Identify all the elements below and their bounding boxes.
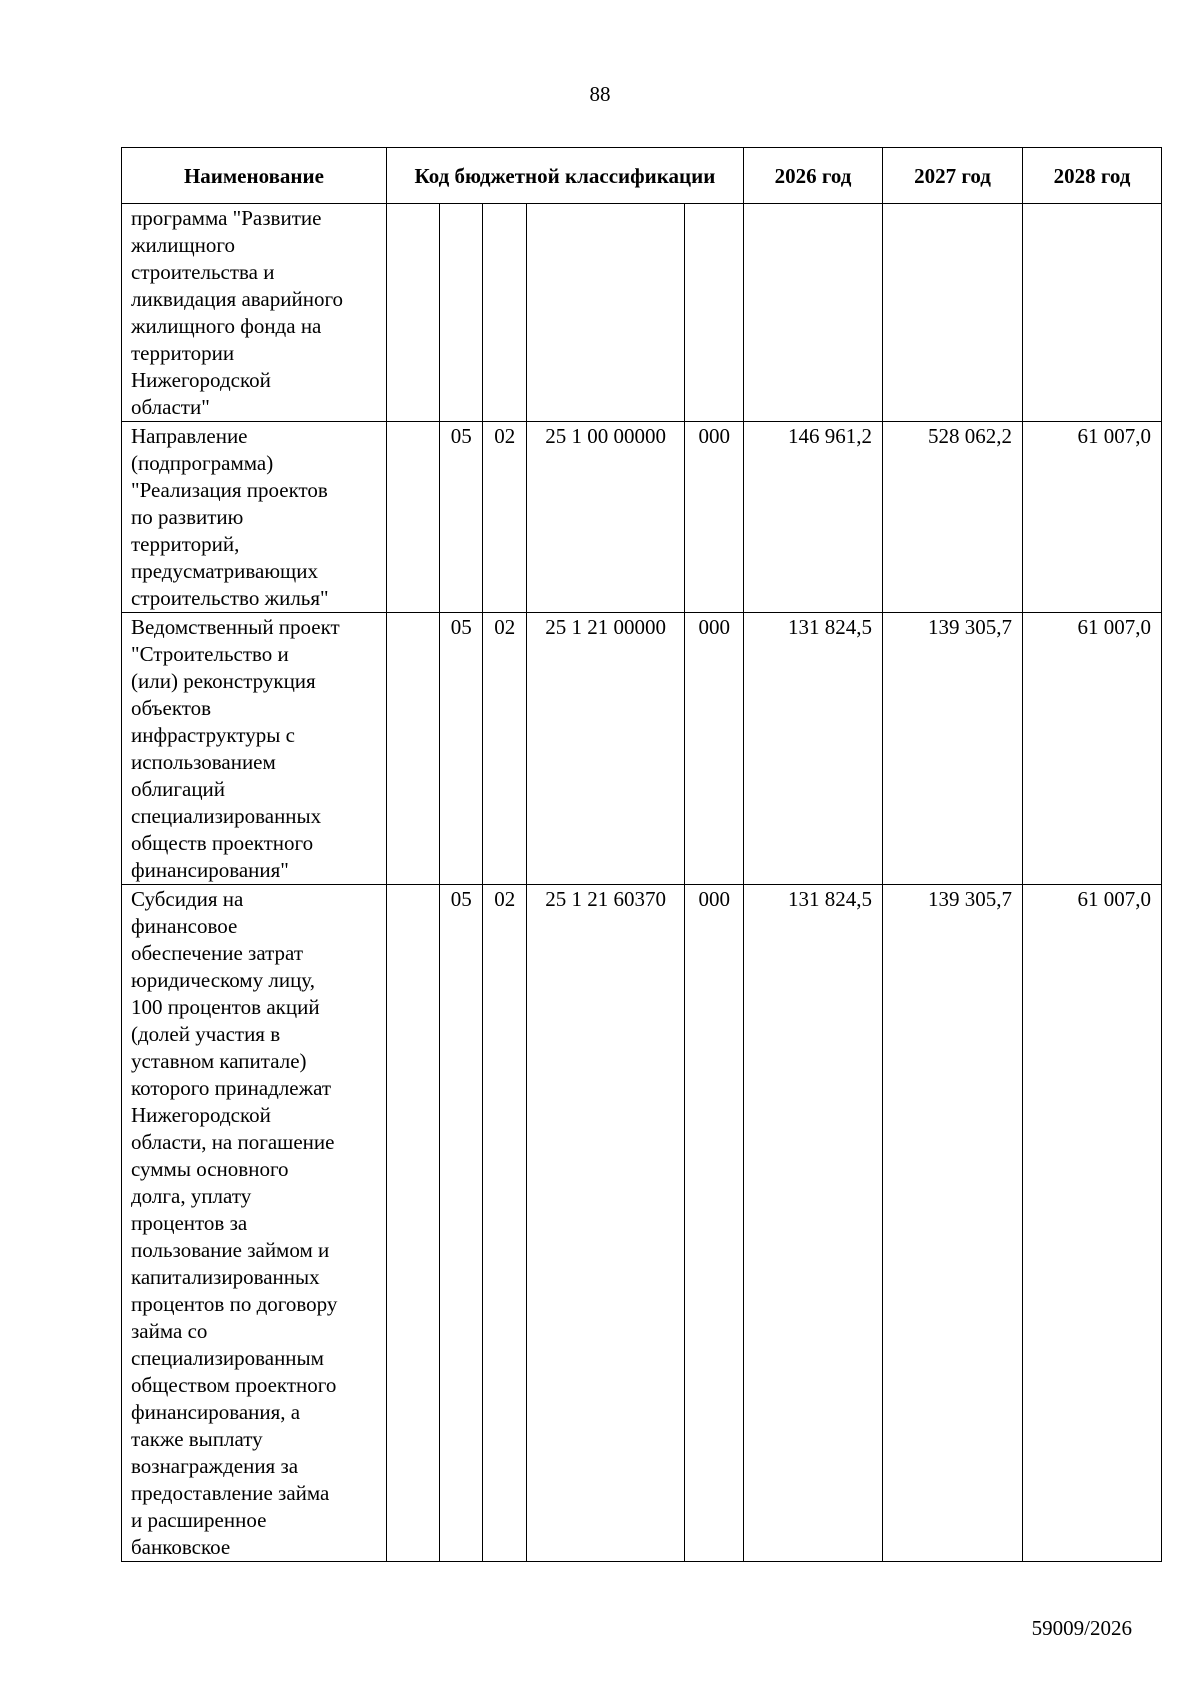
value-2026: 131 824,5 (744, 613, 883, 885)
code-cell-5: 000 (685, 422, 744, 613)
value-2026: 131 824,5 (744, 885, 883, 1562)
page-number: 88 (589, 82, 611, 106)
value-2026: 146 961,2 (744, 422, 883, 613)
code-cell-3: 02 (483, 613, 526, 885)
header-2026: 2026 год (744, 148, 883, 204)
code-cell-4: 25 1 21 60370 (526, 885, 684, 1562)
row-name: программа "Развитие жилищного строительства и ликвидация аварийного жилищного фонда на территории Нижегородской области" (122, 204, 387, 422)
value-2026 (744, 204, 883, 422)
header-name: Наименование (122, 148, 387, 204)
value-2028 (1022, 204, 1161, 422)
code-cell-5: 000 (685, 613, 744, 885)
table-header-row (122, 148, 1162, 204)
code-cell-1 (386, 204, 439, 422)
code-cell-1 (386, 613, 439, 885)
row-name: Субсидия на финансовое обеспечение затрат юридическому лицу, 100 процентов акций (долей участия в уставном капитале) которого принадлежат Нижегородской области, на погашение суммы основного долга, уплату процентов за пользование займом и капитализированных процентов по договору займа со специализированным обществом проектного финансирования, а также выплату вознаграждения за предоставление займа и расширенное банковское (122, 885, 387, 1562)
code-cell-2: 05 (440, 422, 483, 613)
table-row (122, 204, 1162, 422)
code-cell-1 (386, 422, 439, 613)
code-cell-3 (483, 204, 526, 422)
code-cell-3: 02 (483, 422, 526, 613)
value-2027: 139 305,7 (882, 885, 1022, 1562)
value-2027: 139 305,7 (882, 613, 1022, 885)
code-cell-2: 05 (440, 613, 483, 885)
code-cell-2: 05 (440, 885, 483, 1562)
header-2028: 2028 год (1022, 148, 1161, 204)
code-cell-4 (526, 204, 684, 422)
value-2027: 528 062,2 (882, 422, 1022, 613)
code-cell-4: 25 1 00 00000 (526, 422, 684, 613)
row-name: Ведомственный проект "Строительство и (или) реконструкция объектов инфраструктуры с использованием облигаций специализированных обществ проектного финансирования" (122, 613, 387, 885)
document-id: 59009/2026 (1031, 1616, 1132, 1640)
header-budget-code: Код бюджетной классификации (386, 148, 743, 204)
value-2028: 61 007,0 (1022, 885, 1161, 1562)
code-cell-5: 000 (685, 885, 744, 1562)
code-cell-2 (440, 204, 483, 422)
table-row (122, 885, 1162, 1562)
value-2027 (882, 204, 1022, 422)
header-2027: 2027 год (882, 148, 1022, 204)
budget-table (121, 147, 1162, 1562)
table-row (122, 422, 1162, 613)
table-row (122, 613, 1162, 885)
value-2028: 61 007,0 (1022, 422, 1161, 613)
code-cell-5 (685, 204, 744, 422)
code-cell-3: 02 (483, 885, 526, 1562)
code-cell-1 (386, 885, 439, 1562)
value-2028: 61 007,0 (1022, 613, 1161, 885)
code-cell-4: 25 1 21 00000 (526, 613, 684, 885)
row-name: Направление (подпрограмма) "Реализация проектов по развитию территорий, предусматривающих строительство жилья" (122, 422, 387, 613)
